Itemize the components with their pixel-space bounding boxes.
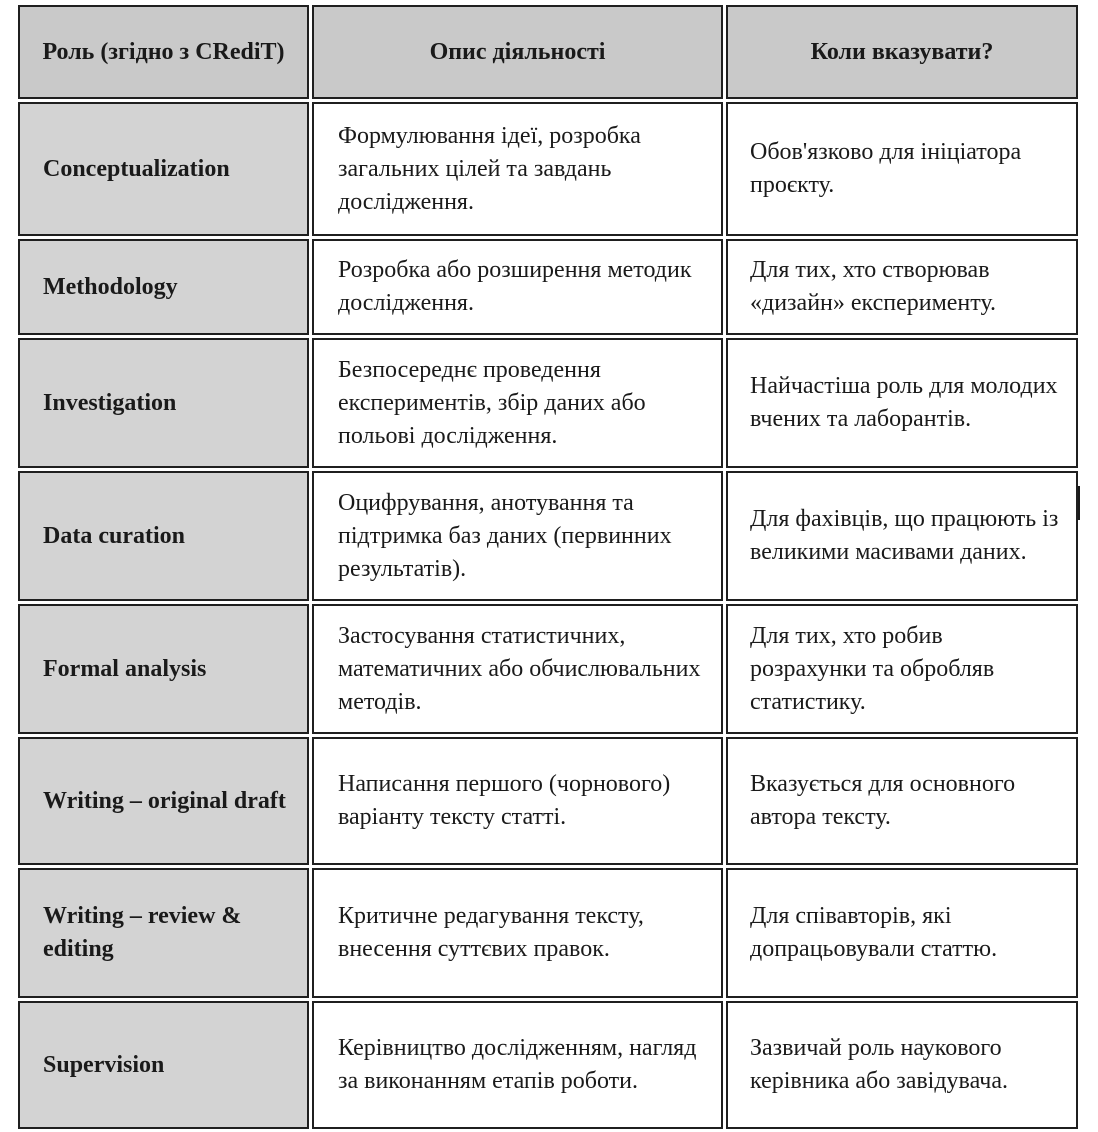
when-cell: Для співавторів, які допрацьовували статтю. [726, 868, 1078, 998]
description-cell: Застосування статистичних, математичних або обчислювальних методів. [312, 604, 723, 734]
header-role: Роль (згідно з CRediT) [18, 5, 309, 99]
table-row [18, 868, 1078, 998]
role-cell: Methodology [18, 239, 309, 335]
when-cell: Для фахівців, що працюють із великими масивами даних. [726, 471, 1078, 601]
description-cell: Розробка або розширення методик дослідження. [312, 239, 723, 335]
table-row [18, 604, 1078, 734]
description-cell: Критичне редагування тексту, внесення суттєвих правок. [312, 868, 723, 998]
table-body [18, 102, 1078, 1129]
credit-roles-table [15, 2, 1081, 1132]
header-description: Опис діяльності [312, 5, 723, 99]
text-cursor [1078, 486, 1080, 520]
table-row [18, 338, 1078, 468]
role-cell: Writing – review & editing [18, 868, 309, 998]
description-cell: Оцифрування, анотування та підтримка баз даних (первинних результатів). [312, 471, 723, 601]
role-cell: Writing – original draft [18, 737, 309, 865]
table-header [18, 5, 1078, 99]
table-row [18, 102, 1078, 236]
when-cell: Найчастіша роль для молодих вчених та лаборантів. [726, 338, 1078, 468]
table-row [18, 737, 1078, 865]
when-cell: Обов'язково для ініціатора проєкту. [726, 102, 1078, 236]
description-cell: Безпосереднє проведення експериментів, збір даних або польові дослідження. [312, 338, 723, 468]
role-cell: Formal analysis [18, 604, 309, 734]
header-row [18, 5, 1078, 99]
role-cell: Supervision [18, 1001, 309, 1129]
when-cell: Для тих, хто робив розрахунки та обробляв статистику. [726, 604, 1078, 734]
when-cell: Зазвичай роль наукового керівника або завідувача. [726, 1001, 1078, 1129]
description-cell: Написання першого (чорнового) варіанту тексту статті. [312, 737, 723, 865]
table-row [18, 471, 1078, 601]
header-when: Коли вказувати? [726, 5, 1078, 99]
role-cell: Conceptualization [18, 102, 309, 236]
table-row [18, 239, 1078, 335]
role-cell: Data curation [18, 471, 309, 601]
description-cell: Формулювання ідеї, розробка загальних цілей та завдань дослідження. [312, 102, 723, 236]
when-cell: Вказується для основного автора тексту. [726, 737, 1078, 865]
description-cell: Керівництво дослідженням, нагляд за виконанням етапів роботи. [312, 1001, 723, 1129]
when-cell: Для тих, хто створював «дизайн» експерименту. [726, 239, 1078, 335]
table-row [18, 1001, 1078, 1129]
role-cell: Investigation [18, 338, 309, 468]
